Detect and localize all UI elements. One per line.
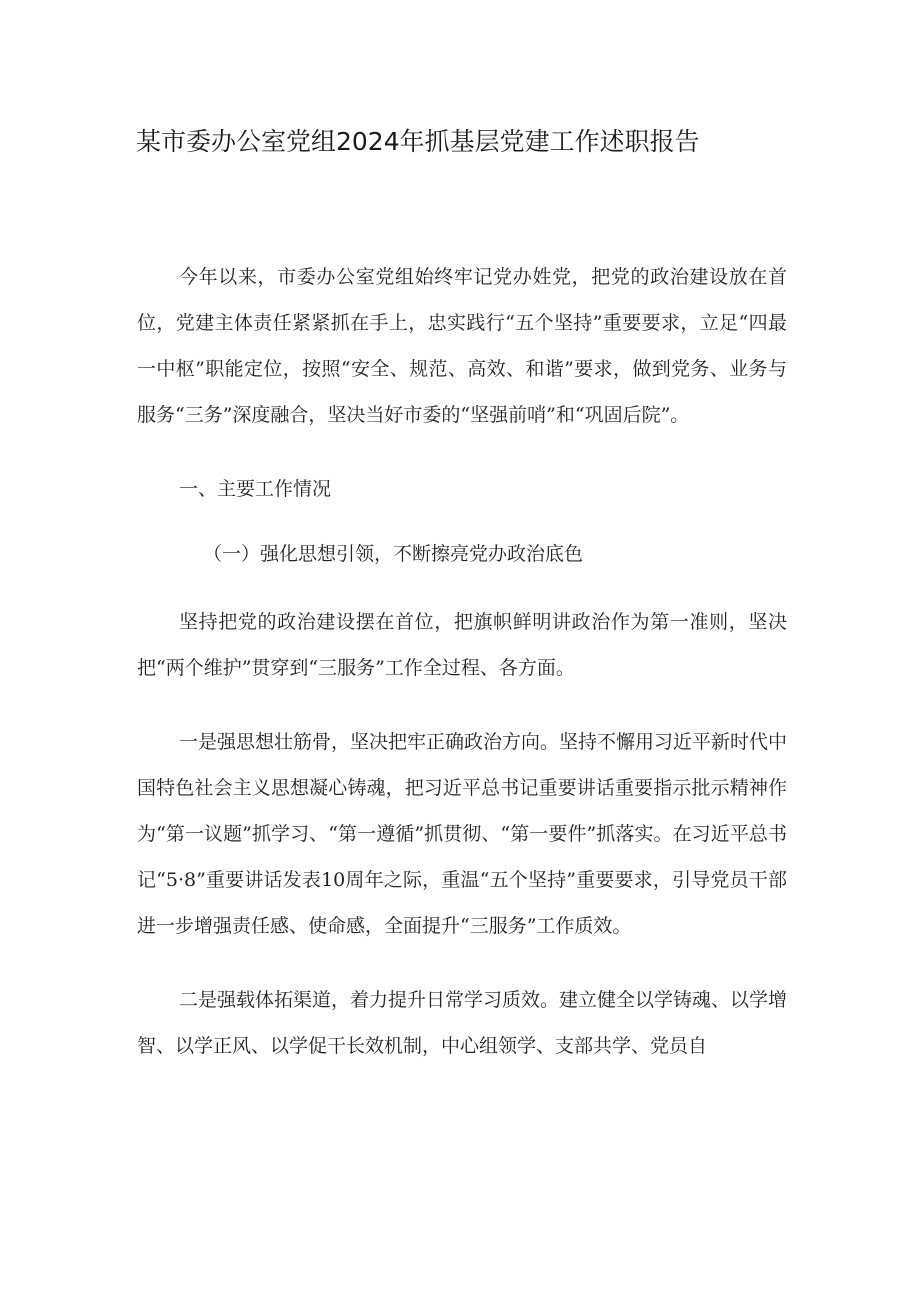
body-paragraph: 二是强载体拓渠道，着力提升日常学习质效。建立健全以学铸魂、以学增智、以学正风、以学促干长效机制，中心组领学、支部共学、党员自 [137,989,788,1057]
body-paragraph: 坚持把党的政治建设摆在首位，把旗帜鲜明讲政治作为第一准则，坚决把“两个维护”贯穿到“三服务”工作全过程、各方面。 [137,611,787,679]
subsection-heading: （一）强化思想引领，不断擦亮党办政治底色 [203,543,584,565]
document-title: 某市委办公室党组2024年抓基层党建工作述职报告 [136,127,700,156]
intro-paragraph: 今年以来，市委办公室党组始终牢记党办姓党，把党的政治建设放在首位，党建主体责任紧紧抓在手上，忠实践行“五个坚持”重要要求，立足“四最一中枢”职能定位，按照“安全、规范、高效、和谐”要求，做到党务、业务与服务“三务”深度融合，坚决当好市委的“坚强前哨”和“巩固后院”。 [137,266,787,426]
section-heading: 一、主要工作情况 [179,478,332,500]
document-body [137,254,787,1097]
body-paragraph: 一是强思想壮筋骨，坚决把牢正确政治方向。坚持不懈用习近平新时代中国特色社会主义思想凝心铸魂，把习近平总书记重要讲话重要指示批示精神作为“第一议题”抓学习、“第一遵循”抓贯彻、“第一要件”抓落实。在习近平总书记“5·8”重要讲话发表10周年之际，重温“五个坚持”重要要求，引导党员干部进一步增强责任感、使命感，全面提升“三服务”工作质效。 [137,731,788,937]
